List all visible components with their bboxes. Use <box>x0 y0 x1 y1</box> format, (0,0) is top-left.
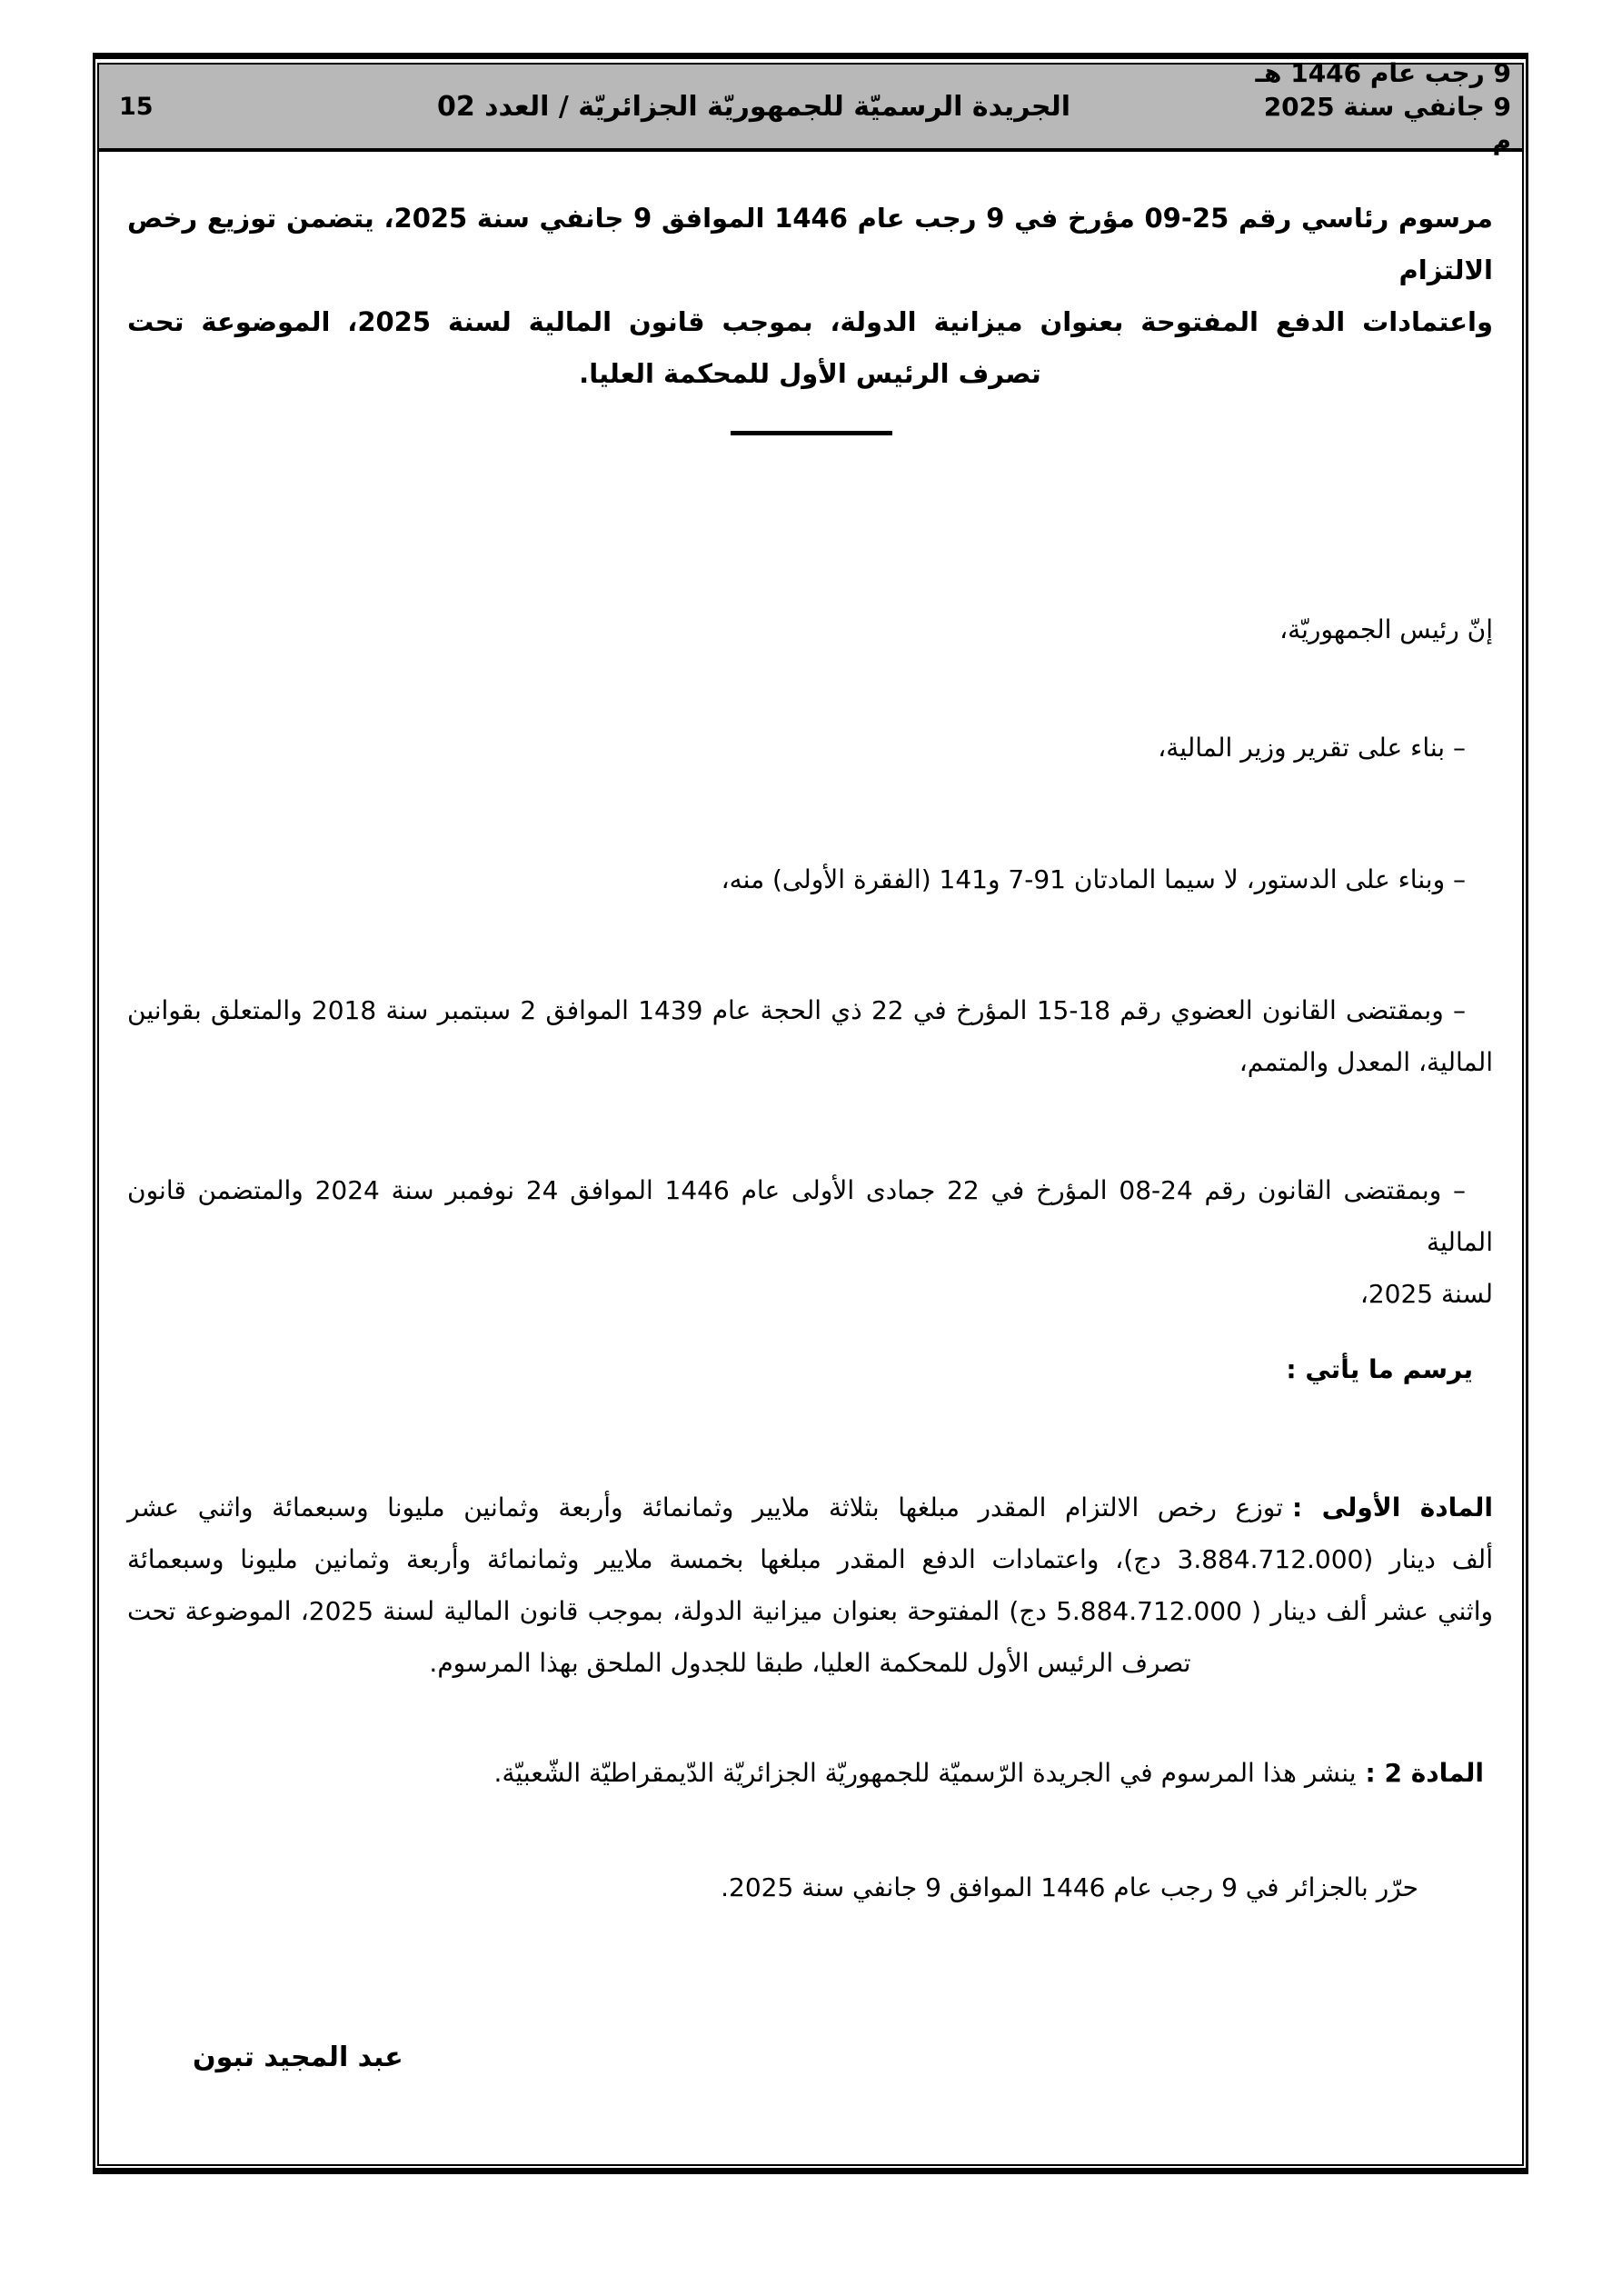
decree-title-line: مرسوم رئاسي رقم 25-09 مؤرخ في 9 رجب عام 1446 الموافق 9 جانفي سنة 2025، يتضمن توزيع رخص الالتزام <box>127 203 1494 285</box>
article-1-line <box>127 1482 1493 1533</box>
article-2-text: ينشر هذا المرسوم في الجريدة الرّسميّة للجمهوريّة الجزائريّة الدّيمقراطيّة الشّعبيّة. <box>493 1758 1357 1788</box>
visa-organic-law-line: – وبمقتضى القانون العضوي رقم 18-15 المؤرخ في 22 ذي الحجة عام 1439 الموافق 2 سبتمبر سنة 2018 والمتعلق بقوانين <box>127 995 1467 1025</box>
article-2 <box>127 1747 1493 1799</box>
decree-title <box>127 193 1493 400</box>
enactment-formula: يرسم ما يأتي : <box>1286 1354 1473 1384</box>
visa-constitution: – وبناء على الدستور، لا سيما المادتان 91-7 و141 (الفقرة الأولى) منه، <box>721 864 1466 894</box>
visa-report: – بناء على تقرير وزير المالية، <box>1158 733 1466 763</box>
visa-finance-law-line: – وبمقتضى القانون رقم 24-08 المؤرخ في 22 جمادى الأولى عام 1446 الموافق 24 نوفمبر سنة 2024 والمتضمن قانون المالية <box>127 1175 1493 1257</box>
visa-organic-law <box>127 984 1493 1088</box>
journal-title: الجريدة الرسميّة للجمهوريّة الجزائريّة / العدد 02 <box>436 90 1071 123</box>
page-number: 15 <box>119 92 154 121</box>
issue-dates <box>1252 56 1522 157</box>
preamble: إنّ رئيس الجمهوريّة، <box>1279 614 1493 644</box>
gregorian-date: 9 جانفي سنة 2025 م <box>1263 91 1511 155</box>
article-2-label: المادة 2 : <box>1365 1758 1484 1788</box>
closing-date-line: حرّر بالجزائر في 9 رجب عام 1446 الموافق 9 جانفي سنة 2025. <box>721 1872 1418 1902</box>
article-1-text: توزع رخص الالتزام المقدر مبلغها بثلاثة ملايير وثمانمائة وأربعة وثمانين مليونا وسبعمائة واثني عشر <box>127 1492 1283 1522</box>
article-1-line: ألف دينار (3.884.712.000 دج)، واعتمادات الدفع المقدر مبلغها بخمسة ملايير وثمانمائة وأربعة وثمانين مليونا وسبعمائة <box>127 1544 1493 1574</box>
decree-title-line: تصرف الرئيس الأول للمحكمة العليا. <box>579 358 1041 389</box>
president-signature: عبد المجيد تبون <box>193 2041 403 2073</box>
visa-organic-law-line: المالية، المعدل والمتمم، <box>1239 1047 1493 1077</box>
article-1-label: المادة الأولى : <box>1291 1492 1493 1522</box>
hijri-date: 9 رجب عام 1446 هـ <box>1255 57 1511 88</box>
decree-title-line: واعتمادات الدفع المفتوحة بعنوان ميزانية الدولة، بموجب قانون المالية لسنة 2025، الموضوعة تحت <box>127 306 1493 337</box>
article-1-line: واثني عشر ألف دينار ( 5.884.712.000 دج) المفتوحة بعنوان ميزانية الدولة، بموجب قانون المالية لسنة 2025، الموضوعة تحت <box>127 1596 1493 1626</box>
section-divider <box>731 431 892 435</box>
article-1 <box>127 1482 1493 1689</box>
article-1-line: تصرف الرئيس الأول للمحكمة العليا، طبقا للجدول الملحق بهذا المرسوم. <box>429 1648 1191 1678</box>
visa-finance-law-line: لسنة 2025، <box>1359 1279 1493 1309</box>
visa-finance-law <box>127 1164 1493 1320</box>
header-band <box>99 57 1522 155</box>
